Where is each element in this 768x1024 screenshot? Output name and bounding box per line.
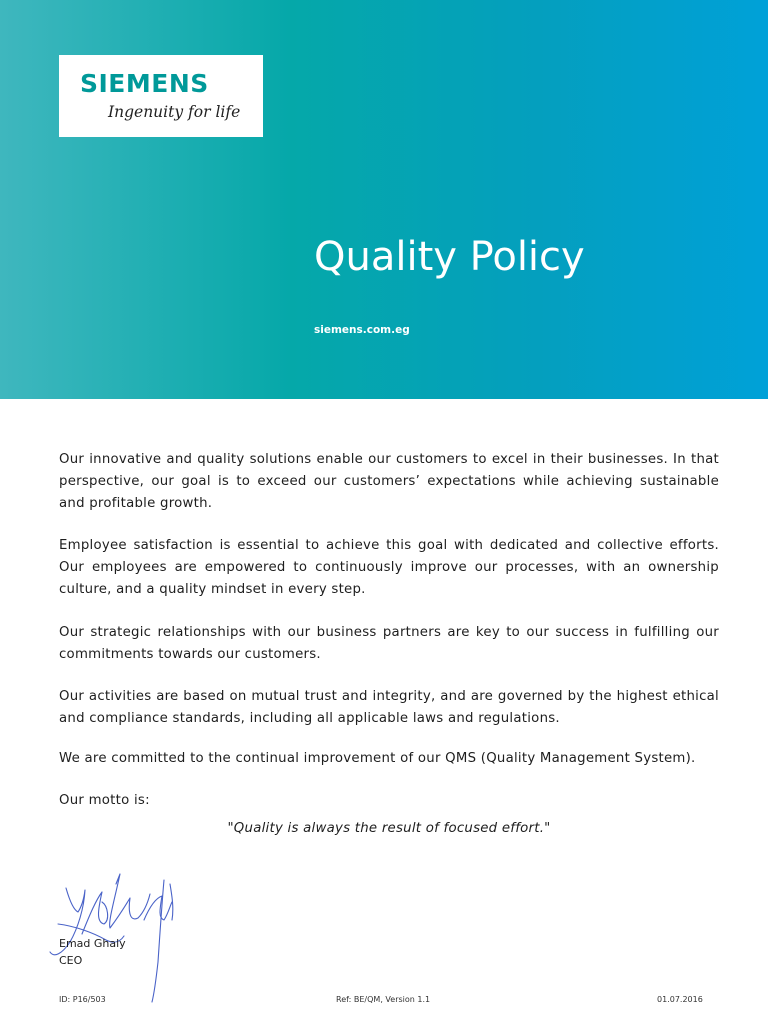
policy-paragraph: Employee satisfaction is essential to achieve this goal with dedicated and collective efforts. Our employees are empowered to continuously improve our processes, with an ownership culture, and a quality mindset in every step.	[59, 538, 719, 597]
policy-paragraph: We are committed to the continual improvement of our QMS (Quality Management System).	[59, 751, 696, 766]
logo-tagline: Ingenuity for life	[108, 103, 241, 121]
policy-paragraph: Our activities are based on mutual trust and integrity, and are governed by the highest ethical and compliance standards, including all applicable laws and regulations.	[59, 689, 719, 726]
logo-wordmark: SIEMENS	[80, 69, 209, 98]
motto-intro: Our motto is:	[59, 793, 150, 808]
siemens-logo	[59, 55, 263, 137]
footer-document-id: ID: P16/503	[59, 995, 106, 1004]
policy-paragraph: Our strategic relationships with our business partners are key to our success in fulfilling our commitments towards our customers.	[59, 625, 719, 662]
motto-quote: "Quality is always the result of focused effort."	[227, 821, 551, 836]
footer-date: 01.07.2016	[657, 995, 703, 1004]
signer-name: Emad Ghaly	[59, 937, 126, 950]
page-title: Quality Policy	[314, 234, 585, 280]
website-url: siemens.com.eg	[314, 324, 410, 336]
footer-reference: Ref: BE/QM, Version 1.1	[336, 995, 431, 1004]
header-banner	[0, 0, 768, 399]
policy-paragraph: Our innovative and quality solutions enable our customers to excel in their businesses. In that perspective, our goal is to exceed our customers’ expectations while achieving sustainable and profitable growth.	[59, 452, 719, 511]
signer-role: CEO	[59, 954, 83, 967]
